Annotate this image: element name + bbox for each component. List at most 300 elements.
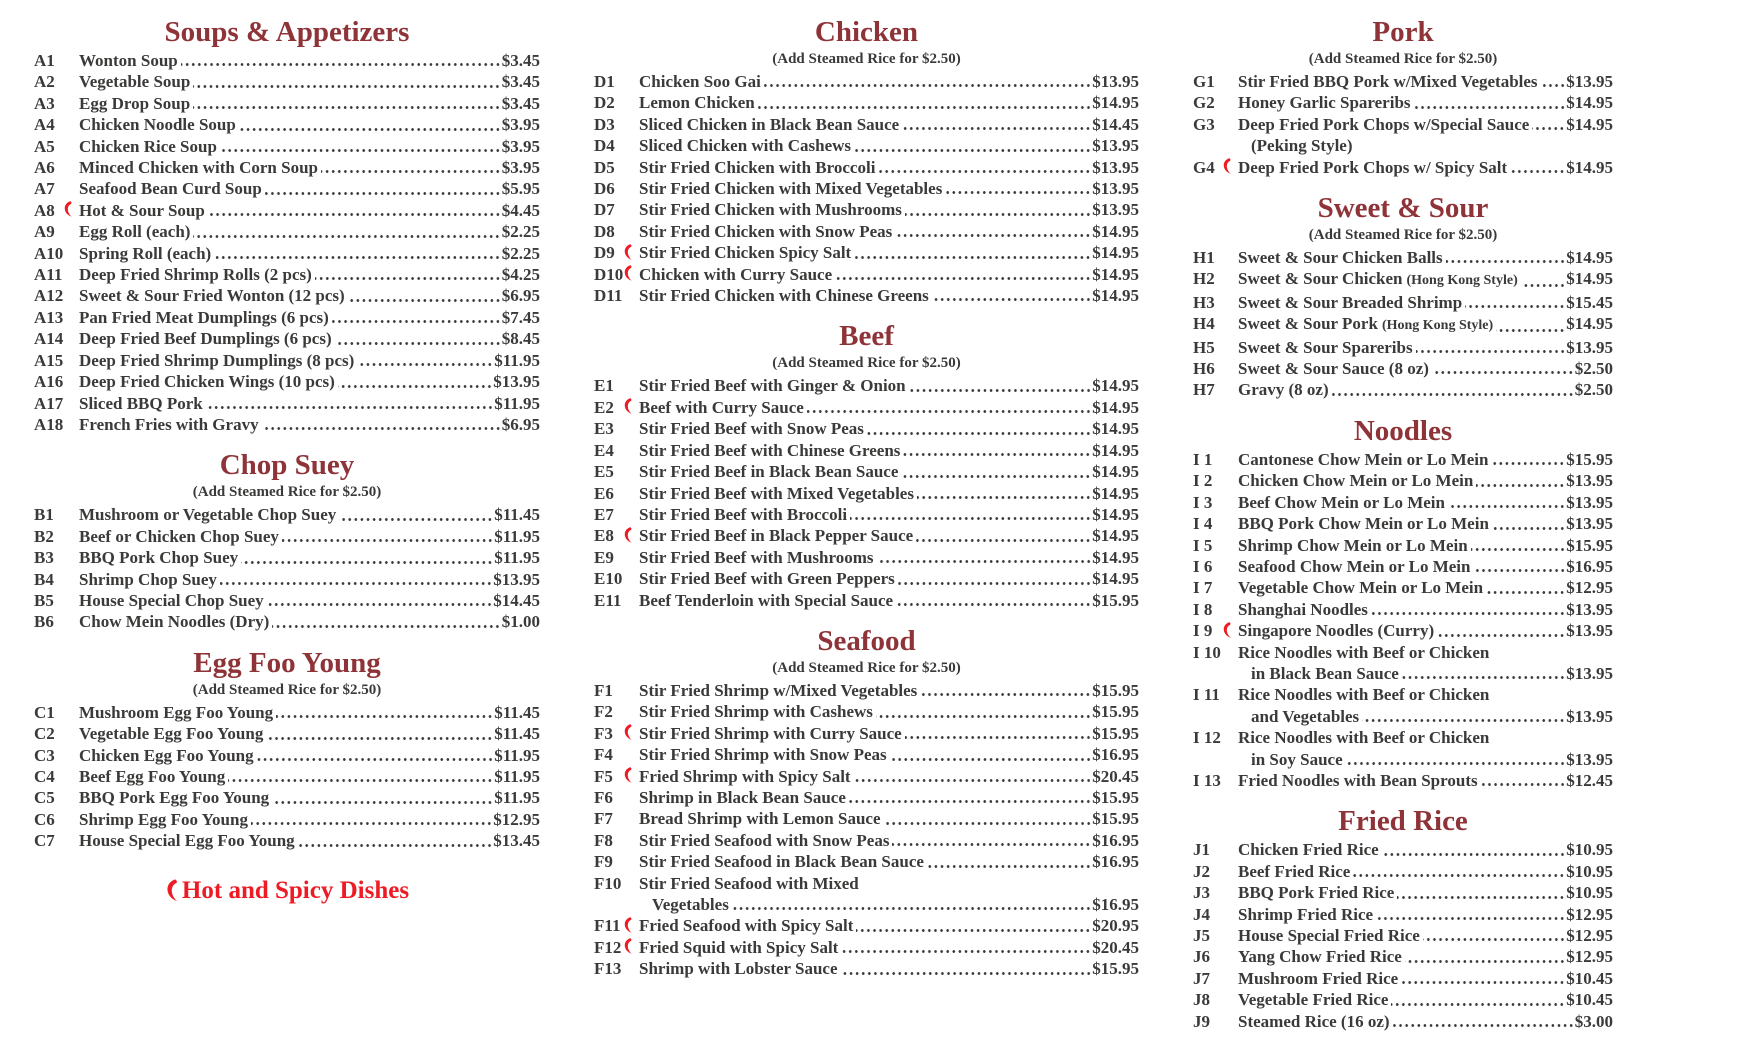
item-name: Stir Fried Beef with Green Peppers (639, 569, 895, 589)
menu-item-row (34, 50, 540, 71)
dot-leader (903, 452, 1091, 457)
menu-item-row (594, 504, 1139, 525)
item-name: Shrimp in Black Bean Sauce (639, 787, 846, 807)
item-price: $13.95 (1092, 179, 1139, 199)
item-price: $13.95 (1566, 337, 1613, 357)
item-name: Yang Chow Fried Rice (1238, 947, 1402, 967)
dot-leader (1346, 761, 1566, 766)
menu-section (1193, 16, 1613, 178)
menu-item-row (594, 221, 1139, 242)
item-price: $14.95 (1092, 419, 1139, 439)
item-price: $16.95 (1092, 830, 1139, 850)
dot-leader (1448, 504, 1565, 509)
dot-leader (1476, 483, 1565, 488)
menu-item-row (1193, 946, 1613, 967)
item-code: A17 (34, 393, 64, 413)
item-name: Egg Roll (each) (79, 222, 191, 242)
item-name: Chicken Egg Foo Young (79, 745, 254, 765)
dot-leader (321, 169, 501, 174)
menu-item-row (1193, 449, 1613, 470)
dot-leader (1401, 980, 1565, 985)
item-code: F1 (594, 680, 613, 700)
item-name: Sweet & Sour Pork (1238, 314, 1378, 334)
item-price: $13.95 (493, 372, 540, 392)
menu-item-row (34, 371, 540, 392)
dot-leader (917, 495, 1091, 500)
menu-item-row (594, 723, 1139, 744)
item-name: Beef Chow Mein or Lo Mein (1238, 492, 1445, 512)
chili-pepper-icon (623, 766, 633, 785)
menu-item-row (594, 199, 1139, 220)
item-price: $13.95 (1092, 72, 1139, 91)
item-code: J6 (1193, 947, 1210, 967)
dot-leader (1382, 852, 1566, 857)
dot-leader (895, 233, 1091, 238)
item-name: Chicken Noodle Soup (79, 115, 236, 135)
item-name: Mushroom Fried Rice (1238, 968, 1399, 988)
dot-leader (920, 692, 1091, 697)
chili-pepper-icon (623, 937, 633, 956)
item-price: $10.95 (1566, 861, 1613, 881)
menu-item-row (594, 830, 1139, 851)
dot-leader (1496, 328, 1565, 333)
item-name: Stir Fried Shrimp with Cashews (639, 702, 873, 722)
item-price: $2.50 (1574, 359, 1613, 379)
item-code: E3 (594, 419, 614, 439)
item-name: Shrimp Chop Suey (79, 569, 217, 589)
item-name: Sweet & Sour Chicken Balls (1238, 248, 1443, 268)
menu-item-row (34, 307, 540, 328)
menu-item-row (1193, 470, 1613, 491)
item-code: G3 (1193, 114, 1215, 134)
item-price: $14.95 (1566, 93, 1613, 113)
item-price: $3.95 (501, 115, 540, 135)
item-price: $7.45 (501, 307, 540, 327)
dot-leader (276, 714, 493, 719)
dot-leader (892, 842, 1091, 847)
item-name: Sweet & Sour Sauce (8 oz) (1238, 359, 1429, 379)
menu-item-row (594, 958, 1139, 979)
item-price: $14.45 (1092, 114, 1139, 134)
dot-leader (332, 319, 501, 324)
dot-leader (877, 559, 1092, 564)
item-code: I 2 (1193, 471, 1213, 491)
menu-item-row (1193, 556, 1613, 577)
item-code: J8 (1193, 990, 1210, 1010)
menu-item-row (1193, 247, 1613, 268)
dot-leader (902, 126, 1091, 131)
item-code: B2 (34, 526, 54, 546)
menu-item-row (1193, 513, 1613, 534)
dot-leader (884, 821, 1092, 826)
item-name: Fried Noodles with Bean Sprouts (1238, 770, 1478, 790)
dot-leader (193, 234, 500, 239)
item-price: $13.95 (1566, 706, 1613, 726)
dot-leader (228, 778, 493, 783)
menu-item-row (1193, 904, 1613, 925)
menu-item-row (594, 937, 1139, 958)
item-price: $2.25 (501, 243, 540, 263)
item-code: I 12 (1193, 728, 1221, 748)
item-name: Beef with Curry Sauce (639, 397, 804, 417)
menu-item-row (594, 915, 1139, 936)
chili-pepper-icon (623, 243, 633, 262)
dot-leader (298, 843, 493, 848)
section-title: Pork (1372, 16, 1434, 48)
item-code: E4 (594, 440, 614, 460)
item-code: I 10 (1193, 642, 1221, 662)
item-price: $14.95 (1092, 243, 1139, 263)
item-name: BBQ Pork Chop Suey (79, 548, 239, 568)
item-price: $14.95 (1092, 440, 1139, 460)
dot-leader (1474, 568, 1566, 573)
item-name: Stir Fried Chicken Spicy Salt (639, 243, 852, 263)
item-name: Hot & Sour Soup (79, 200, 205, 220)
chili-pepper-icon (165, 878, 179, 904)
menu-item-row (594, 568, 1139, 589)
menu-item-continuation-row (1193, 135, 1613, 156)
item-code: B6 (34, 612, 54, 632)
dot-leader (905, 735, 1092, 740)
menu-section (1193, 805, 1613, 1032)
item-name: Egg Drop Soup (79, 93, 191, 113)
item-price: $15.95 (1092, 809, 1139, 829)
item-name: Stir Fried Chicken with Chinese Greens (639, 286, 929, 306)
menu-item-row (594, 92, 1139, 113)
menu-item-row (1193, 114, 1613, 135)
section-subtitle: (Add Steamed Rice for $2.50) (192, 484, 382, 501)
item-price: $3.45 (501, 93, 540, 113)
item-price: $13.95 (1566, 514, 1613, 534)
dot-leader (807, 409, 1091, 414)
section-subtitle: (Add Steamed Rice for $2.50) (772, 51, 961, 67)
item-price: $13.95 (1092, 200, 1139, 220)
menu-item-row (594, 590, 1139, 611)
dot-leader (1432, 370, 1574, 375)
item-name: Deep Fried Shrimp Dumplings (8 pcs) (79, 350, 355, 370)
item-code: H7 (1193, 380, 1215, 400)
item-code: E10 (594, 569, 623, 589)
chili-pepper-icon (1222, 157, 1232, 176)
dot-leader (932, 297, 1091, 302)
item-code: A7 (34, 179, 55, 199)
dot-leader (1332, 392, 1574, 397)
section-title: Noodles (1353, 414, 1453, 447)
dot-leader (262, 426, 501, 431)
item-code: A4 (34, 115, 55, 135)
menu-item-row (34, 702, 540, 723)
item-code: J7 (1193, 968, 1210, 988)
item-code: E9 (594, 547, 614, 567)
item-code: I 3 (1193, 492, 1213, 512)
dot-leader (758, 105, 1092, 110)
item-code: D1 (594, 72, 615, 91)
item-name: Seafood Bean Curd Soup (79, 179, 262, 199)
item-price: $14.95 (1092, 483, 1139, 503)
dot-leader (214, 255, 501, 260)
item-name: Deep Fried Shrimp Rolls (2 pcs) (79, 265, 312, 285)
item-code: A13 (34, 307, 64, 327)
item-name: Rice Noodles with Beef or Chicken (1238, 642, 1490, 662)
menu-item-row (1193, 1011, 1613, 1032)
item-code: F6 (594, 787, 613, 807)
item-code: A1 (34, 51, 55, 70)
chili-pepper-icon (623, 526, 633, 545)
menu-item-row (594, 264, 1139, 285)
menu-item-row (594, 744, 1139, 765)
item-code: C4 (34, 766, 55, 786)
item-name: Honey Garlic Spareribs (1238, 93, 1411, 113)
item-price: $11.45 (494, 724, 540, 744)
menu-item-row (34, 745, 540, 766)
item-price: $13.45 (493, 831, 540, 851)
dot-leader (927, 864, 1091, 869)
dot-leader (856, 928, 1091, 933)
dot-leader (338, 384, 492, 389)
item-price: $14.95 (1092, 376, 1139, 396)
menu-item-continuation-row (1193, 749, 1613, 770)
dot-leader (841, 971, 1092, 976)
item-name-small: (Hong Kong Style) (1381, 318, 1494, 334)
item-code: A8 (34, 200, 55, 220)
item-name: Gravy (8 oz) (1238, 380, 1329, 400)
item-name: Sweet & Sour Breaded Shrimp (1238, 292, 1463, 312)
menu-column (594, 16, 1139, 1032)
item-name: Minced Chicken with Corn Soup (79, 158, 318, 178)
menu-item-row (1193, 861, 1613, 882)
item-price: $3.95 (501, 136, 540, 156)
item-code: D11 (594, 286, 623, 306)
item-code: F10 (594, 873, 622, 893)
item-code: F2 (594, 702, 613, 722)
menu-item-row (594, 701, 1139, 722)
item-code: G4 (1193, 157, 1215, 177)
menu-item-row (34, 504, 540, 525)
menu-item-row (594, 766, 1139, 787)
item-price: $14.95 (1092, 569, 1139, 589)
item-name: Stir Fried Beef in Black Bean Sauce (639, 462, 899, 482)
item-name: BBQ Pork Chow Mein or Lo Mein (1238, 514, 1489, 534)
item-name: Stir Fried BBQ Pork w/Mixed Vegetables (1238, 72, 1538, 91)
item-price: $15.45 (1566, 292, 1613, 312)
item-price: $15.95 (1566, 449, 1613, 469)
item-price: $11.95 (494, 526, 540, 546)
menu-item-row (594, 375, 1139, 396)
dot-leader (1371, 611, 1565, 616)
item-name: Wonton Soup (79, 51, 178, 70)
menu-item-row (594, 157, 1139, 178)
item-code: F5 (594, 766, 613, 786)
item-name: Sweet & Sour Fried Wonton (12 pcs) (79, 286, 345, 306)
section-subtitle: (Add Steamed Rice for $2.50) (1308, 227, 1498, 244)
menu-item-row (594, 418, 1139, 439)
item-name: Deep Fried Beef Dumplings (6 pcs) (79, 329, 332, 349)
menu-item-row (594, 483, 1139, 504)
item-price: $13.95 (1566, 471, 1613, 491)
item-price: $10.95 (1566, 840, 1613, 860)
item-code: A16 (34, 372, 64, 392)
item-code: E6 (594, 483, 614, 503)
item-code: E7 (594, 504, 614, 524)
menu-item-row (1193, 989, 1613, 1010)
item-price: $14.95 (1092, 286, 1139, 306)
item-continuation-text: in Black Bean Sauce (1251, 663, 1399, 683)
dot-leader (1481, 782, 1566, 787)
menu-item-row (34, 350, 540, 371)
item-name: Fried Squid with Spicy Salt (639, 937, 839, 957)
menu-item-row (1193, 313, 1613, 336)
item-name: Mushroom or Vegetable Chop Suey (79, 505, 337, 525)
item-price: $16.95 (1092, 852, 1139, 872)
item-code: J4 (1193, 904, 1210, 924)
section-title: Seafood (817, 624, 916, 657)
item-name: Stir Fried Chicken with Broccoli (639, 157, 876, 177)
dot-leader (1465, 304, 1565, 309)
item-code: I 5 (1193, 535, 1213, 555)
item-price: $20.45 (1092, 766, 1139, 786)
menu-item-row (594, 461, 1139, 482)
item-code: I 8 (1193, 599, 1213, 619)
menu-item-row (1193, 92, 1613, 113)
menu-item-row (594, 808, 1139, 829)
item-price: $15.95 (1092, 680, 1139, 700)
dot-leader (272, 624, 500, 629)
item-name: Beef or Chicken Chop Suey (79, 526, 279, 546)
dot-leader (841, 949, 1091, 954)
item-code: A15 (34, 350, 64, 370)
dot-leader (1397, 895, 1565, 900)
dot-leader (878, 169, 1091, 174)
menu-item-row (1193, 839, 1613, 860)
item-code: E1 (594, 376, 614, 396)
dot-leader (1510, 169, 1565, 174)
section-subtitle: (Add Steamed Rice for $2.50) (192, 681, 382, 698)
menu-item-row (594, 547, 1139, 568)
dot-leader (1541, 83, 1566, 88)
menu-item-row (1193, 71, 1613, 92)
item-name: Fried Seafood with Spicy Salt (639, 916, 854, 936)
menu-item-row (1193, 642, 1613, 663)
item-name: Seafood Chow Mein or Lo Mein (1238, 556, 1471, 576)
item-price: $12.95 (1566, 926, 1613, 945)
item-name: Beef Fried Rice (1238, 861, 1351, 881)
item-code: F12 (594, 937, 622, 957)
section-title: Chicken (814, 16, 919, 48)
item-price: $13.95 (493, 569, 540, 589)
item-code: H3 (1193, 292, 1215, 312)
menu-section (1193, 415, 1613, 792)
section-title: Soups & Appetizers (164, 16, 410, 48)
dot-leader (1376, 916, 1565, 921)
item-continuation-text: (Peking Style) (1251, 136, 1353, 156)
item-code: I 4 (1193, 514, 1213, 534)
menu-item-continuation-row (1193, 663, 1613, 684)
item-name: Deep Fried Chicken Wings (10 pcs) (79, 372, 335, 392)
menu-item-row (1193, 599, 1613, 620)
menu-item-row (1193, 577, 1613, 598)
menu-item-row (34, 723, 540, 744)
menu-item-row (34, 611, 540, 632)
item-price: $14.95 (1566, 114, 1613, 134)
item-name: Rice Noodles with Beef or Chicken (1238, 685, 1490, 705)
menu-item-row (1193, 882, 1613, 903)
chili-pepper-icon (1222, 621, 1232, 640)
item-name: Sliced Chicken with Cashews (639, 136, 852, 156)
chili-pepper-icon (623, 723, 633, 742)
dot-leader (916, 538, 1091, 543)
item-price: $11.45 (494, 702, 540, 722)
menu-section (34, 647, 540, 852)
item-name: Vegetable Chow Mein or Lo Mein (1238, 578, 1484, 598)
item-name: Sweet & Sour Chicken (1238, 269, 1403, 289)
item-price: $14.95 (1092, 504, 1139, 524)
item-name: Mushroom Egg Foo Young (79, 702, 274, 722)
menu-item-row (594, 178, 1139, 199)
item-code: E5 (594, 462, 614, 482)
item-price: $11.95 (494, 350, 540, 370)
dot-leader (1486, 590, 1565, 595)
item-price: $6.95 (501, 286, 540, 306)
menu-column (34, 16, 540, 1032)
item-code: D7 (594, 200, 615, 220)
dot-leader (854, 778, 1092, 783)
dot-leader (265, 191, 501, 196)
item-price: $13.95 (1092, 136, 1139, 156)
item-continuation-text: Vegetables (652, 895, 729, 914)
dot-leader (901, 474, 1091, 479)
menu-item-row (594, 285, 1139, 306)
menu-item-row (34, 526, 540, 547)
item-code: F9 (594, 852, 613, 872)
item-price: $15.95 (1092, 787, 1139, 807)
dot-leader (849, 799, 1091, 804)
item-name: Vegetable Soup (79, 72, 191, 92)
item-price: $11.95 (494, 745, 540, 765)
dot-leader (909, 388, 1092, 393)
menu-item-row (1193, 535, 1613, 556)
item-price: $11.95 (494, 393, 540, 413)
dot-leader (854, 148, 1091, 153)
section-title: Fried Rice (1338, 805, 1468, 838)
item-price: $15.95 (1092, 723, 1139, 743)
item-code: C6 (34, 809, 55, 829)
menu-item-row (34, 178, 540, 199)
item-name: Stir Fried Beef with Snow Peas (639, 419, 864, 439)
item-price: $11.45 (494, 505, 540, 525)
item-name: Stir Fried Beef in Black Pepper Sauce (639, 526, 914, 546)
menu-item-row (594, 397, 1139, 418)
menu-item-row (34, 200, 540, 221)
menu-item-row (1193, 770, 1613, 791)
dot-leader (335, 341, 501, 346)
dot-leader (267, 602, 493, 607)
menu-section (594, 16, 1139, 306)
menu-item-row (1193, 337, 1613, 358)
dot-leader (896, 602, 1091, 607)
item-price: $15.95 (1092, 702, 1139, 722)
item-code: F11 (594, 916, 621, 936)
item-name: Vegetable Egg Foo Young (79, 724, 264, 744)
item-code: I 1 (1193, 449, 1213, 469)
menu-item-row (594, 525, 1139, 546)
item-code: E11 (594, 590, 622, 610)
menu-section (34, 449, 540, 632)
item-price: $14.95 (1092, 264, 1139, 284)
dot-leader (945, 190, 1091, 195)
item-name: Sliced Chicken in Black Bean Sauce (639, 114, 900, 134)
item-name: Stir Fried Seafood with Mixed (639, 873, 859, 893)
item-code: F4 (594, 745, 613, 765)
